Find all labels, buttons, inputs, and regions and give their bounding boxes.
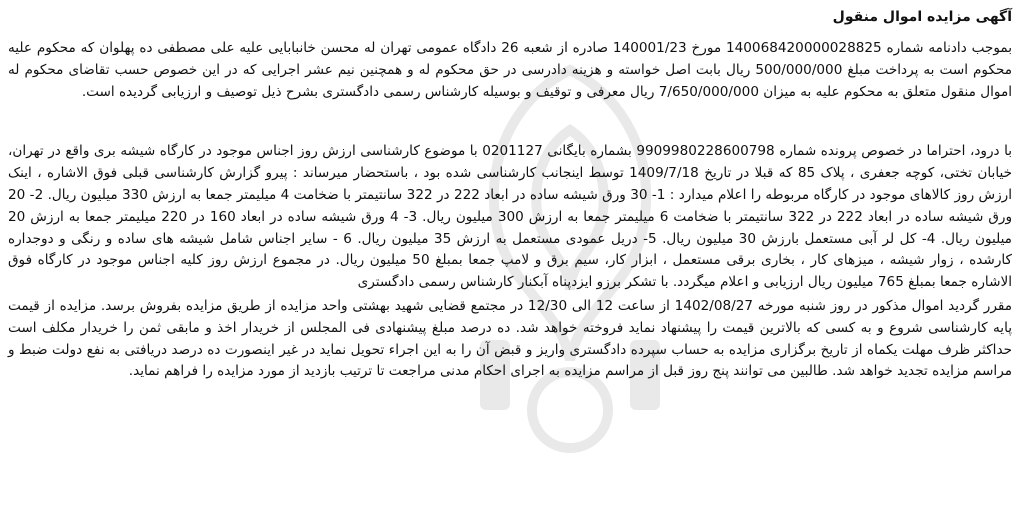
- notice-title: آگهی مزایده اموال منقول: [832, 9, 1012, 25]
- notice-paragraph-expert-report: با درود، احتراما در خصوص پرونده شماره 9909980228600798 بشماره بایگانی 0201127 با موضوع کارشناسی ارزش روز اجناس موجود در کارگاه شیشه بری واقع در تهران، خیابان تختی، کوچه جعفری ، پلاک 85 که قبلا در تاریخ 1409/7/18 توسط اینجانب کارشناسی شده بود ، باستحضار میرساند : پیرو گزارش کارشناسی قبلی فوق الاشاره ، اینک ارزش روز کالاهای موجود در کارگاه مربوطه را اعلام میدارد : 1- 30 ورق شیشه ساده در ابعاد 222 در 322 سانتیمتر با ضخامت 4 میلیمتر جمعا به ارزش 330 میلیون ریال. 2- 20 ورق شیشه ساده در ابعاد 222 در 322 سانتیمتر با ضخامت 6 میلیمتر جمعا به ارزش 300 میلیون ریال. 3- 4 ورق شیشه ساده در ابعاد 160 در 220 میلیمتر جمعا به ارزش 20 میلیون ریال. 4- کل لر آبی مستعمل بارزش 30 میلیون ریال. 5- دریل عمودی مستعمل به ارزش 35 میلیون ریال. 6 - سایر اجناس شامل شیشه های ساده و رنگی و دوجداره کارشده ، زوار شیشه ، میزهای کار ، بخاری برقی مستعمل ، ابزار کار، سیم برق و لامپ جمعا بمبلغ 50 میلیون ریال. در مجموع ارزش روز کلیه اجناس موجود در کارگاه فوق الاشاره جمعا بمبلغ 765 میلیون ریال ارزیابی و اعلام میگردد. با تشکر برزو ایزدپناه آبکنار کارشناس رسمی دادگستری: [8, 143, 1013, 291]
- notice-paragraph-verdict: بموجب دادنامه شماره 140068420000028825 مورخ 140001/23 صادره از شعبه 26 دادگاه عمومی تهران له محسن خانبابایی علیه علی مصطفی ده پهلوان که محکوم علیه محکوم است به پرداخت مبلغ 500/000/000 ریال بابت اصل خواسته و هزینه دادرسی در حق محکوم له و همچنین نیم عشر اجرایی که در این خصوص حسب تقاضای محکوم له اموال منقول متعلق به محکوم علیه به میزان 7/650/000/000 ریال معرفی و توقیف و بوسیله کارشناس رسمی دادگستری بشرح ذیل توصیف و ارزیابی گردیده است.: [8, 40, 1013, 100]
- notice-paragraph-auction-terms: مقرر گردید اموال مذکور در روز شنبه مورخه 1402/08/27 از ساعت 12 الی 12/30 در مجتمع قضایی شهید بهشتی واحد مزایده از طریق مزایده بفروش برسد. مزایده از قیمت پایه کارشناسی شروع و به کسی که بالاترین قیمت را پیشنهاد نماید فروخته خواهد شد. ده درصد مبلغ پیشنهادی فی المجلس از خریدار اخذ و مابقی ثمن را خریدار مکلف است حداکثر ظرف مهلت یکماه از تاریخ برگزاری مزایده به حساب سپرده دادگستری واریز و قبض آن را به این اجراء تحویل نماید در غیر اینصورت ده درصد دریافتی به نفع دولت ضبط و مراسم مزایده تجدید خواهد شد. طالبین می توانند پنج روز قبل از مراسم مزایده به اجرای احکام مدنی مراجعت تا ترتیب بازدید از مورد مزایده را فراهم نماید.: [8, 297, 1012, 380]
